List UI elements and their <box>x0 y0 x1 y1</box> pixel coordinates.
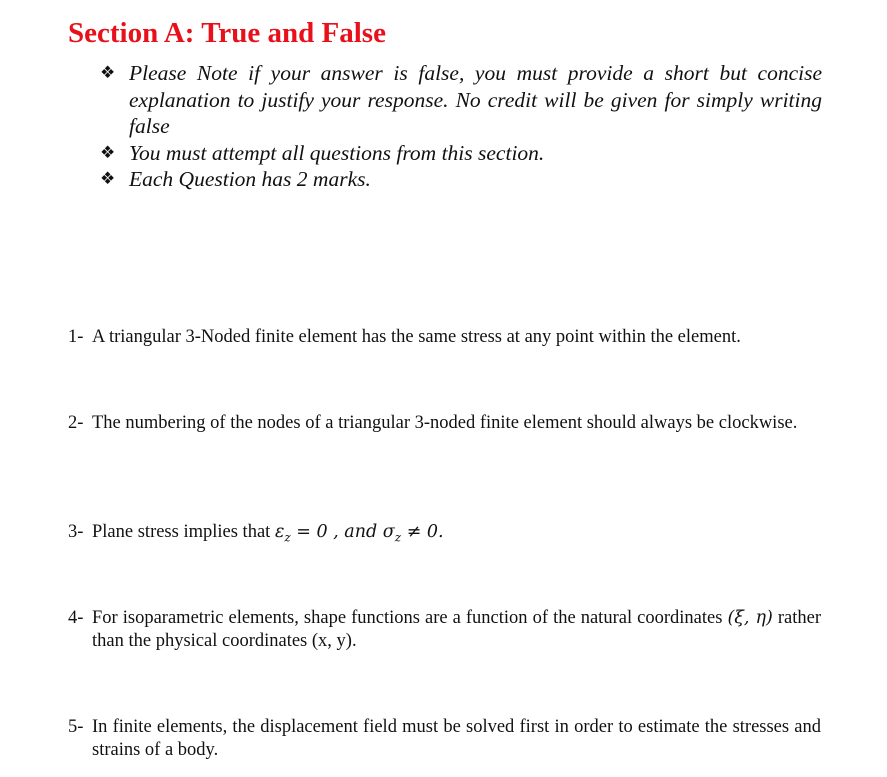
instructions-list <box>100 60 822 193</box>
diamond-bullet-icon: ❖ <box>100 142 116 162</box>
section-title: Section A: True and False <box>68 17 386 49</box>
instruction-text: You must attempt all questions from this section. <box>129 140 545 165</box>
instruction-item <box>100 60 822 140</box>
instruction-item <box>100 140 822 167</box>
question-3 <box>68 521 821 544</box>
question-5 <box>68 716 821 762</box>
diamond-bullet-icon: ❖ <box>100 63 116 82</box>
question-text: A triangular 3-Noded finite element has the same stress at any point within the element. <box>92 327 741 347</box>
question-number: 4- <box>68 608 84 628</box>
question-text-before: Plane stress implies that <box>92 522 275 542</box>
math-expression: $\varepsilon_z = 0$ , and $\sigma_z \ne 0$. <box>274 522 444 545</box>
question-number: 3- <box>68 522 84 542</box>
question-text: The numbering of the nodes of a triangular 3-noded finite element should always be clockwise. <box>92 413 798 433</box>
instruction-item <box>100 166 822 193</box>
question-1 <box>68 326 821 349</box>
question-text: For isoparametric elements, shape functions are a function of the natural coordinates (ξ, η) rather than the physical coordinates (x, y). <box>92 608 821 651</box>
instruction-text: Each Question has 2 marks. <box>129 167 371 191</box>
question-4 <box>68 607 821 653</box>
natural-coordinates: (ξ, η) <box>727 608 773 628</box>
question-number: 1- <box>68 327 84 347</box>
question-2 <box>68 412 821 435</box>
question-number: 5- <box>68 717 84 737</box>
question-number: 2- <box>68 413 84 433</box>
diamond-bullet-icon: ❖ <box>100 169 116 188</box>
instruction-text: Please Note if your answer is false, you must provide a short but concise explanation to justify your response. No credit will be given for simply writing false <box>129 61 822 138</box>
question-text <box>68 521 821 544</box>
question-text: In finite elements, the displacement field must be solved first in order to estimate the stresses and strains of a body. <box>92 717 821 760</box>
